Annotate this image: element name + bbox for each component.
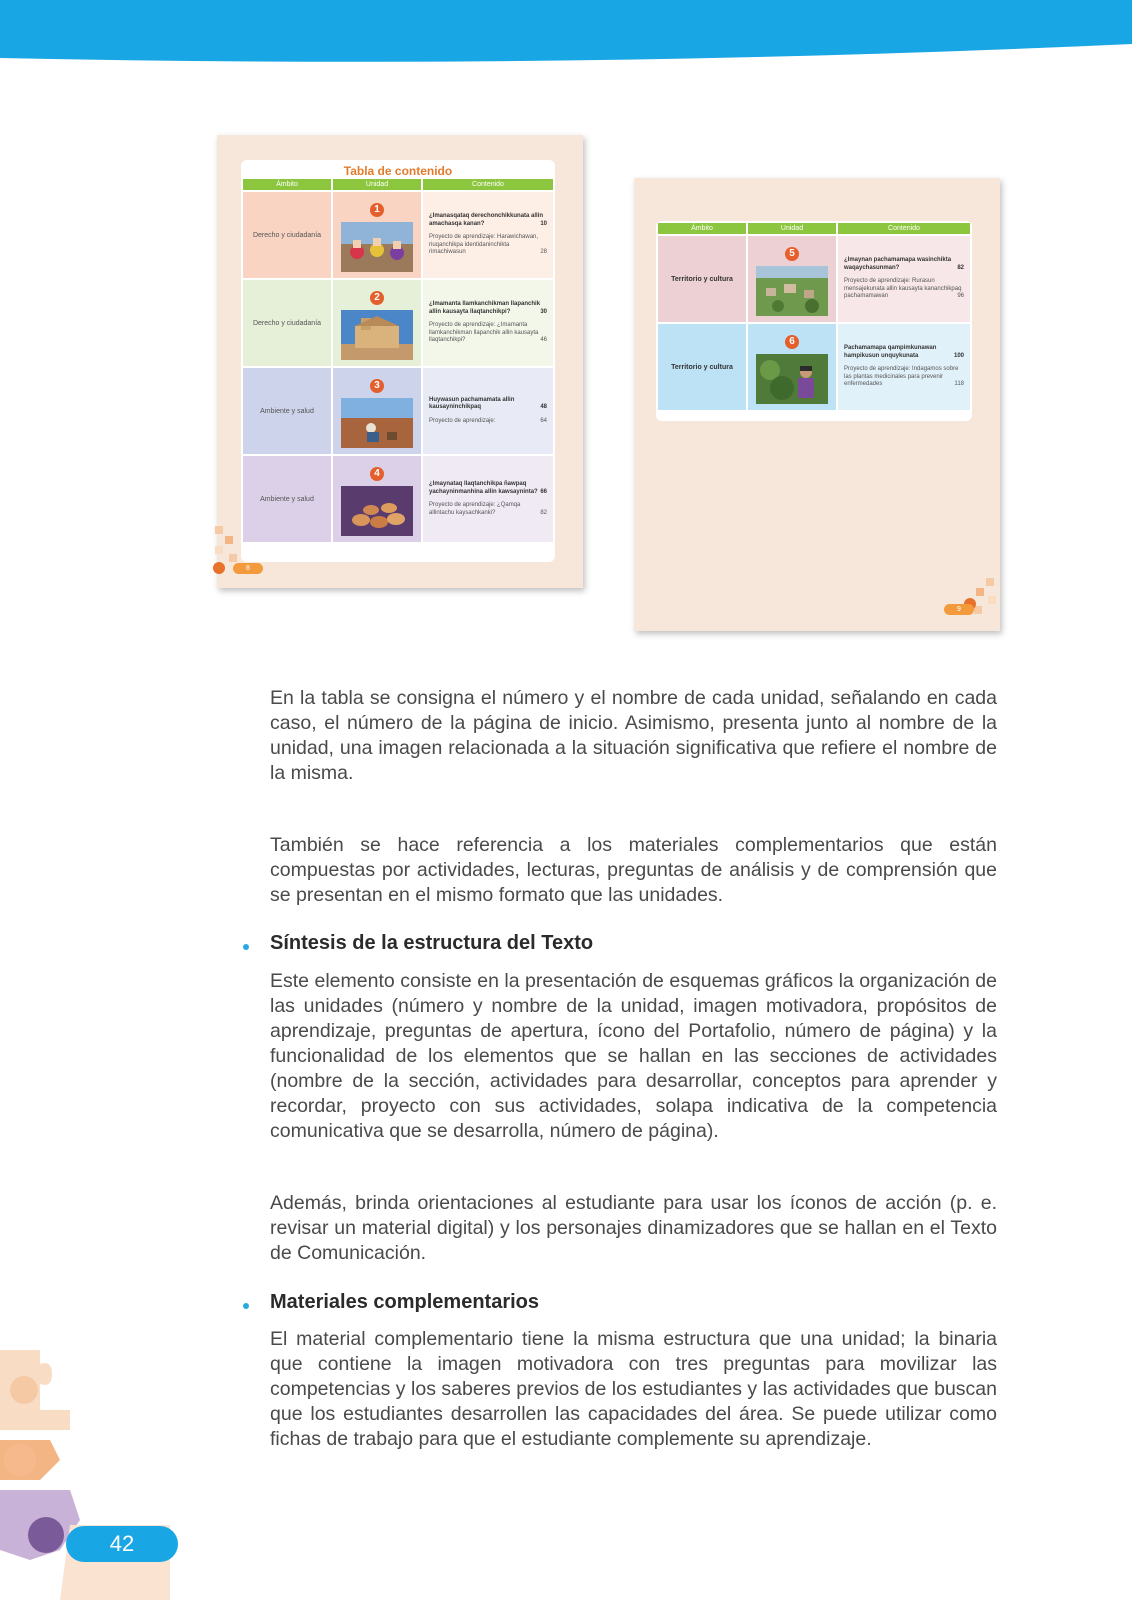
table-row (243, 280, 553, 366)
unit-project: Proyecto de aprendizaje: 64 (429, 417, 547, 424)
header-unidad: Unidad (333, 179, 421, 190)
ambito-cell: Territorio y cultura (658, 236, 746, 322)
heading-sintesis: Síntesis de la estructura del Texto (270, 932, 594, 954)
unit-photo-woman-plants (756, 354, 828, 404)
heading-materiales: Materiales complementarios (270, 1291, 539, 1313)
unit-project: Proyecto de aprendizaje: Indagamos sobre las plantas medicinales para prevenir enfermedades 118 (844, 366, 964, 388)
page-number-tab-right: 9 (944, 604, 974, 615)
unit-title: ¿Imanasqataq derechonchikkunata allin amachasqa kanan? 10 (429, 213, 547, 227)
ambito-cell: Derecho y ciudadanía (243, 280, 331, 366)
page-number-tab-left: 8 (233, 563, 263, 574)
content-cell (423, 456, 553, 542)
header-unidad: Unidad (748, 223, 836, 234)
ambito-cell: Derecho y ciudadanía (243, 192, 331, 278)
unit-title: ¿Imaynataq llaqtanchikpa ñawpaq yachayninmanhina allin kawsayninta? 66 (429, 481, 547, 495)
table-row (243, 368, 553, 454)
unit-photo-village (756, 266, 828, 316)
unit-cell (333, 368, 421, 454)
toc-title: Tabla de contenido (343, 164, 453, 178)
top-header-band (0, 0, 1132, 64)
ambito-cell: Ambiente y salud (243, 456, 331, 542)
unit-project: Proyecto de aprendizaje: ¿Imamanta llamkanchikman llapanchik allin kausayta llaqtanchikpi? 46 (429, 322, 547, 344)
unit-cell (748, 236, 836, 322)
book-page-right (634, 178, 1000, 631)
header-contenido: Contenido (838, 223, 970, 234)
table-row (243, 456, 553, 542)
unit-photo-potatoes (341, 486, 413, 536)
unit-number-badge: 1 (370, 203, 384, 217)
unit-title: Huywasun pachamamata allin kausayninchikpaq 48 (429, 396, 547, 411)
paragraph-orientaciones: Además, brinda orientaciones al estudiante para usar los íconos de acción (p. e. revisar un material digital) y los personajes dinamizadores que se hallan en el Texto de Comunicación. (270, 1192, 997, 1264)
unit-cell (748, 324, 836, 410)
table-row (243, 192, 553, 278)
table-row (658, 236, 970, 322)
puzzle-decoration-icon (960, 574, 1000, 630)
bullet-dot (243, 1303, 249, 1309)
paragraph-complementary-reference: También se hace referencia a los materiales complementarios que están compuestas por actividades, lecturas, preguntas de análisis y de comprensión que se presentan en el mismo formato que las unidades. (270, 834, 997, 906)
unit-project: Proyecto de aprendizaje: ¿Qamqa allintachu kaysachkanki? 82 (429, 502, 547, 516)
unit-photo-dancers (341, 222, 413, 272)
unit-photo-church (341, 310, 413, 360)
book-page-left (217, 135, 583, 588)
unit-number-badge: 4 (370, 467, 384, 481)
bullet-dot (243, 944, 249, 950)
unit-title: ¿Imaynan pachamamapa wasinchikta waqaychasunman? 82 (844, 257, 964, 271)
content-cell (838, 324, 970, 410)
page-number-badge: 42 (66, 1526, 178, 1562)
header-ambito: Ámbito (243, 179, 331, 190)
puzzle-gears-decoration-icon (0, 1350, 180, 1600)
unit-project: Proyecto de aprendizaje: Harawichawan, riuqanchikpa identidaninchikta rimachiwasun 28 (429, 234, 547, 256)
unit-number-badge: 2 (370, 291, 384, 305)
toc-table-left (241, 177, 555, 544)
table-row (658, 324, 970, 410)
unit-photo-farming (341, 398, 413, 448)
unit-cell (333, 192, 421, 278)
paragraph-table-description: En la tabla se consigna el número y el nombre de cada unidad, señalando en cada caso, el número de la página de inicio. Asimismo, presenta junto al nombre de la unidad, una imagen relacionada a la situación significativa que refiere el nombre de la misma. (270, 687, 997, 784)
toc-card-right (656, 221, 972, 421)
toc-card-left (241, 160, 555, 562)
unit-title: Pachamamapa qampimkunawan hampikusun unquykunata 100 (844, 345, 964, 359)
unit-cell (333, 456, 421, 542)
content-cell (423, 368, 553, 454)
unit-title: ¿Imamanta llamkanchikman llapanchik allin kausayta llaqtanchikpi? 30 (429, 301, 547, 315)
paragraph-sintesis: Este elemento consiste en la presentación de esquemas gráficos la organización de las unidades (número y nombre de la unidad, imagen motivadora, propósitos de aprendizaje, preguntas de apertura, ícono del Portafolio, número de página) y la funcionalidad de los elementos que se hallan en las secciones de actividades (nombre de la sección, actividades para desarrollar, conceptos para aprender y recordar, proyecto con sus actividades, solapa indicativa de la competencia comunicativa que se desarrolla, número de página). (270, 970, 997, 1142)
unit-number-badge: 5 (785, 247, 799, 261)
toc-table-right (656, 221, 972, 412)
content-cell (838, 236, 970, 322)
header-contenido: Contenido (423, 179, 553, 190)
unit-number-badge: 3 (370, 379, 384, 393)
header-ambito: Ámbito (658, 223, 746, 234)
ambito-cell: Ambiente y salud (243, 368, 331, 454)
ambito-cell: Territorio y cultura (658, 324, 746, 410)
content-cell (423, 192, 553, 278)
content-cell (423, 280, 553, 366)
unit-number-badge: 6 (785, 335, 799, 349)
paragraph-materiales: El material complementario tiene la misma estructura que una unidad; la binaria que contiene la imagen motivadora con tres preguntas para movilizar las competencias y los saberes previos de los estudiantes y las actividades que buscan que los estudiantes desarrollen las capacidades del área. Se puede utilizar como fichas de trabajo para que el estudiante complemente su aprendizaje. (270, 1328, 997, 1450)
unit-project: Proyecto de aprendizaje: Rurasun mensajekunata allin kausayta kananchikpaq pachamamawan 96 (844, 278, 964, 300)
unit-cell (333, 280, 421, 366)
